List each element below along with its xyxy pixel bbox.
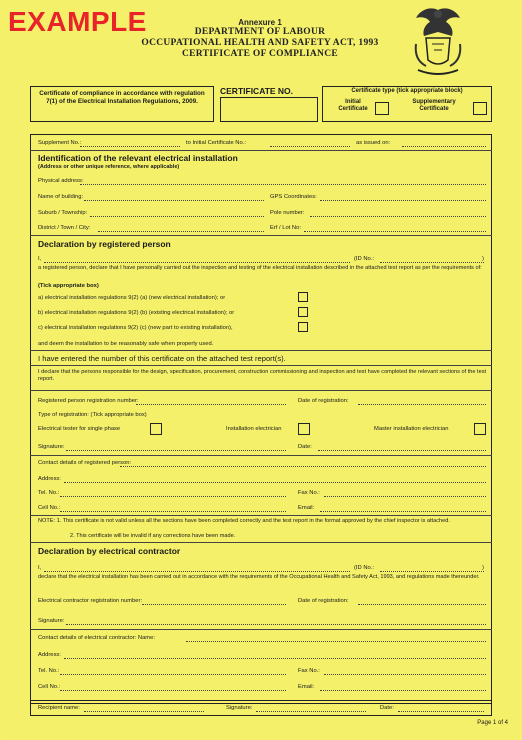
date-registration-label: Date of registration: bbox=[298, 398, 349, 404]
id-label: (ID No.: bbox=[354, 256, 374, 262]
option-c-checkbox[interactable] bbox=[298, 322, 308, 332]
address-field[interactable] bbox=[64, 482, 486, 483]
example-stamp: EXAMPLE bbox=[8, 6, 147, 37]
divider bbox=[30, 150, 492, 151]
contractor-name-field[interactable] bbox=[44, 571, 350, 572]
signature-label: Signature: bbox=[38, 444, 65, 450]
supplement-no-label: Supplement No.: bbox=[38, 140, 82, 146]
recipient-date-field[interactable] bbox=[398, 711, 484, 712]
building-field[interactable] bbox=[84, 200, 264, 201]
compliance-text: Certificate of compliance in accordance with regulation 7(1) of the Electrical Installation Regulations, 2009. bbox=[39, 90, 205, 105]
identification-subtitle: (Address or other unique reference, where applicable) bbox=[38, 164, 180, 170]
supplement-no-field[interactable] bbox=[80, 146, 180, 147]
recipient-field[interactable] bbox=[84, 711, 204, 712]
reg-number-field[interactable] bbox=[136, 404, 286, 405]
identification-title: Identification of the relevant electrical installation bbox=[38, 153, 238, 163]
recipient-row bbox=[30, 700, 492, 716]
contractor-title: Declaration by electrical contractor bbox=[38, 546, 181, 556]
certificate-type-label: Certificate type (tick appropriate block) bbox=[351, 88, 463, 94]
id-close: ) bbox=[482, 256, 484, 262]
contractor-address-field[interactable] bbox=[64, 658, 486, 659]
cell-field[interactable] bbox=[60, 511, 286, 512]
form-frame bbox=[30, 134, 492, 704]
contractor-email-label: Email: bbox=[298, 684, 315, 690]
deem-text: and deem the installation to be reasonably safe when properly used. bbox=[38, 341, 214, 347]
district-field[interactable] bbox=[98, 231, 264, 232]
contractor-cell-label: Cell No.: bbox=[38, 684, 61, 690]
coat-of-arms-icon bbox=[408, 4, 468, 82]
divider bbox=[30, 350, 492, 351]
district-label: District / Town / City: bbox=[38, 225, 91, 231]
contractor-regno-label: Electrical contractor registration number: bbox=[38, 598, 143, 604]
certificate-no-label: CERTIFICATE NO. bbox=[220, 86, 294, 96]
physical-address-label: Physical address: bbox=[38, 178, 84, 184]
fax-field[interactable] bbox=[324, 496, 486, 497]
header-block bbox=[110, 18, 410, 60]
contractor-signature-label: Signature: bbox=[38, 618, 65, 624]
registered-id-field[interactable] bbox=[380, 262, 484, 263]
erf-field[interactable] bbox=[304, 231, 486, 232]
email-label: Email: bbox=[298, 505, 315, 511]
certificate-type-box bbox=[322, 86, 492, 122]
contractor-datereg-label: Date of registration: bbox=[298, 598, 349, 604]
option-a-label: a) electrical installation regulations 9(2) (a) (new electrical installation); or bbox=[38, 295, 226, 301]
suburb-field[interactable] bbox=[90, 216, 264, 217]
option-b-label: b) electrical installation regulations 9(2) (b) (existing electrical installation); or bbox=[38, 310, 235, 316]
master-electrician-label: Master installation electrician bbox=[374, 426, 449, 432]
tick-box-label: (Tick appropriate box) bbox=[38, 283, 99, 289]
signature-field[interactable] bbox=[66, 450, 286, 451]
divider bbox=[30, 629, 492, 630]
certificate-title: CERTIFICATE OF COMPLIANCE bbox=[181, 49, 338, 59]
note-2: 2. This certificate will be invalid if any corrections have been made. bbox=[70, 533, 236, 539]
email-field[interactable] bbox=[320, 511, 486, 512]
divider bbox=[30, 542, 492, 543]
contractor-id-close: ) bbox=[482, 565, 484, 571]
contractor-address-label: Address: bbox=[38, 652, 61, 658]
divider bbox=[30, 390, 492, 391]
type-registration-label: Type of registration: (Tick appropriate box) bbox=[38, 412, 147, 418]
supplementary-label: Supplementary Certificate bbox=[412, 99, 456, 112]
contractor-fax-field[interactable] bbox=[324, 674, 486, 675]
issued-on-label: as issued on: bbox=[356, 140, 391, 146]
contractor-signature-field[interactable] bbox=[66, 624, 486, 625]
master-electrician-checkbox[interactable] bbox=[474, 423, 486, 435]
contractor-regno-field[interactable] bbox=[142, 604, 286, 605]
building-label: Name of building: bbox=[38, 194, 84, 200]
erf-label: Erf / Lot No: bbox=[270, 225, 301, 231]
initial-label: Initial Certificate bbox=[338, 99, 368, 112]
act-title: OCCUPATIONAL HEALTH AND SAFETY ACT, 1993 bbox=[141, 38, 379, 48]
address-label: Address: bbox=[38, 476, 61, 482]
supplementary-checkbox[interactable] bbox=[473, 102, 487, 115]
responsibility-text: I declare that the persons responsible for the design, specification, procurement, construction commissioning and inspection and test have completed the relevant sections of the test report. bbox=[38, 369, 487, 382]
contractor-id-label: (ID No.: bbox=[354, 565, 374, 571]
contractor-contact-label: Contact details of electrical contractor: Name: bbox=[38, 635, 155, 641]
suburb-label: Suburb / Township: bbox=[38, 210, 88, 216]
contractor-tel-label: Tel. No.: bbox=[38, 668, 60, 674]
contractor-datereg-field[interactable] bbox=[358, 604, 486, 605]
physical-address-field[interactable] bbox=[80, 184, 486, 185]
pole-label: Pole number: bbox=[270, 210, 305, 216]
i-label: I, bbox=[38, 256, 42, 262]
page-number: Page 1 of 4 bbox=[477, 720, 508, 726]
contractor-cell-field[interactable] bbox=[60, 690, 286, 691]
contact-details-label: Contact details of registered person: bbox=[38, 460, 132, 466]
option-a-checkbox[interactable] bbox=[298, 292, 308, 302]
divider bbox=[30, 515, 492, 516]
initial-cert-field[interactable] bbox=[270, 146, 350, 147]
recipient-date-label: Date: bbox=[380, 705, 394, 711]
contractor-contact-field[interactable] bbox=[186, 641, 486, 642]
recipient-signature-label: Signature: bbox=[226, 705, 253, 711]
note-1: NOTE: 1. This certificate is not valid unless all the sections have been completed correctly and the test report in the format approved by the chief inspector is attached. bbox=[38, 518, 450, 524]
divider bbox=[30, 235, 492, 236]
contractor-email-field[interactable] bbox=[320, 690, 486, 691]
date-field[interactable] bbox=[318, 450, 486, 451]
entered-number-text: I have entered the number of this certificate on the attached test report(s). bbox=[38, 354, 286, 363]
divider bbox=[30, 455, 492, 456]
option-b-checkbox[interactable] bbox=[298, 307, 308, 317]
fax-label: Fax No.: bbox=[298, 490, 320, 496]
contractor-tel-field[interactable] bbox=[60, 674, 286, 675]
issued-on-field[interactable] bbox=[402, 146, 486, 147]
contact-details-field[interactable] bbox=[120, 466, 486, 467]
installation-electrician-checkbox[interactable] bbox=[298, 423, 310, 435]
contractor-declaration-text: declare that the electrical installation has been carried out in accordance with the requirements of the Occupational Health and Safety Act, 1993, and regulations made thereunder. bbox=[38, 574, 480, 580]
annexure-label: Annexure 1 bbox=[238, 18, 282, 27]
department-title: DEPARTMENT OF LABOUR bbox=[194, 27, 326, 37]
recipient-signature-field[interactable] bbox=[256, 711, 366, 712]
initial-checkbox[interactable] bbox=[375, 102, 389, 115]
divider bbox=[30, 365, 492, 366]
option-c-label: c) electrical installation regulations 9(2) (c) (new part to existing installation), bbox=[38, 325, 233, 331]
certificate-no-field[interactable] bbox=[220, 97, 318, 122]
cell-label: Cell No.: bbox=[38, 505, 61, 511]
gps-field[interactable] bbox=[320, 200, 486, 201]
contractor-id-field[interactable] bbox=[380, 571, 484, 572]
recipient-label: Recipient name: bbox=[38, 705, 80, 711]
registered-name-field[interactable] bbox=[44, 262, 350, 263]
date-registration-field[interactable] bbox=[358, 404, 486, 405]
gps-label: GPS Coordinates: bbox=[270, 194, 317, 200]
pole-field[interactable] bbox=[310, 216, 486, 217]
registered-person-title: Declaration by registered person bbox=[38, 239, 171, 249]
tel-label: Tel. No.: bbox=[38, 490, 60, 496]
tel-field[interactable] bbox=[60, 496, 286, 497]
initial-cert-label: to Initial Certificate No.: bbox=[186, 140, 246, 146]
declaration-text: a registered person, declare that I have personally carried out the inspection and testing of the electrical installation described in the attached test report as per the requirements of: bbox=[38, 265, 482, 271]
installation-electrician-label: Installation electrician bbox=[226, 426, 282, 432]
contractor-fax-label: Fax No.: bbox=[298, 668, 320, 674]
date-label: Date: bbox=[298, 444, 312, 450]
contractor-i-label: I, bbox=[38, 565, 42, 571]
tester-label: Electrical tester for single phase bbox=[38, 426, 121, 432]
tester-checkbox[interactable] bbox=[150, 423, 162, 435]
compliance-box bbox=[30, 86, 214, 122]
reg-number-label: Registered person registration number: bbox=[38, 398, 139, 404]
